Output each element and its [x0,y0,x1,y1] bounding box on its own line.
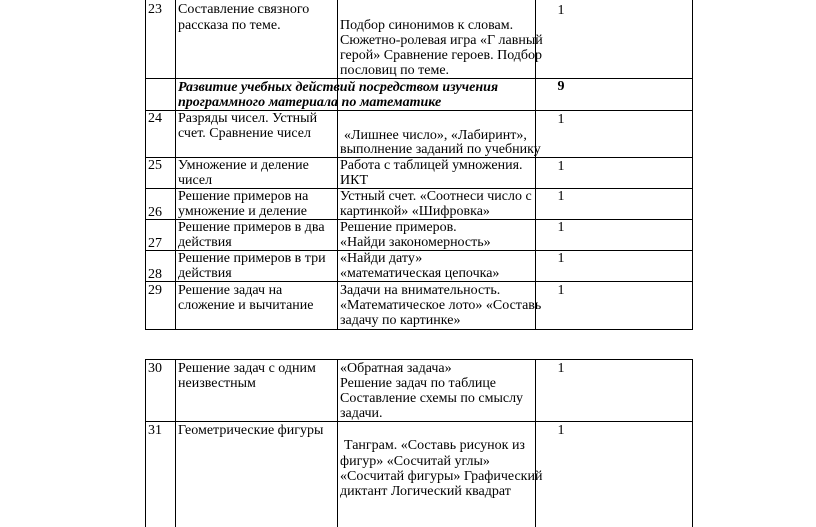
table-row [145,250,693,281]
activity-line: картинкой» «Шифровка» [340,204,490,219]
row-number: 25 [148,158,162,173]
hours-value: 1 [557,3,565,18]
table-row [145,421,693,527]
topic-line: Решение примеров в три [178,251,326,266]
activity-line: задачи. [340,406,383,421]
table-row [145,188,693,219]
row-number: 24 [148,111,162,126]
topic-line: Умножение и деление [178,158,309,173]
lesson-table-2 [145,359,693,527]
section-heading-line: Развитие учебных действий посредством изучения [178,80,499,95]
activity-line: диктант Логический квадрат [340,484,511,499]
hours-value: 1 [557,361,565,376]
activity-line: «Сосчитай фигуры» Графический [340,469,543,484]
topic-line: чисел [178,173,213,188]
topic-line: Решение задач на [178,283,283,298]
topic-line: Разряды чисел. Устный [178,111,318,126]
activity-line: фигур» «Сосчитай углы» [340,454,490,469]
activity-line: Составление схемы по смыслу [340,391,524,406]
table-row [145,110,693,157]
activity-line: «Обратная задача» [340,361,452,376]
activity-line: «математическая цепочка» [340,266,500,281]
activity-line: Сюжетно-ролевая игра «Г лавный [340,33,543,48]
hours-value: 9 [557,79,565,94]
topic-line: Геометрические фигуры [178,423,324,438]
topic-line: Решение примеров в два [178,220,325,235]
topic-line: сложение и вычитание [178,298,314,313]
activity-line: Работа с таблицей умножения. [340,158,523,173]
activity-line: выполнение заданий по учебнику [340,142,541,157]
activity-line: задачу по картинке» [340,313,461,328]
table-row [145,281,693,329]
activity-line: Подбор синонимов к словам. [340,18,514,33]
activity-line: Танграм. «Составь рисунок из [344,438,525,453]
section-heading-row [145,78,693,110]
activity-line: Задачи на внимательность. [340,283,501,298]
activity-line: герой» Сравнение героев. Подбор [340,48,543,63]
lesson-table-1 [145,0,693,330]
topic-line: неизвестным [178,376,256,391]
activity-line: Решение примеров. [340,220,457,235]
row-number: 23 [148,2,162,17]
table-row [145,219,693,250]
topic-line: рассказа по теме. [178,18,281,33]
topic-line: умножение и деление [178,204,307,219]
hours-value: 1 [557,251,565,266]
hours-value: 1 [557,159,565,174]
row-number: 28 [148,267,162,282]
row-number: 29 [148,283,162,298]
activity-line: Устный счет. «Соотнеси число с [340,189,532,204]
topic-line: действия [178,235,232,250]
section-heading-line: программного материала по математике [178,95,442,110]
topic-line: счет. Сравнение чисел [178,126,311,141]
activity-line: Решение задач по таблице [340,376,497,391]
hours-value: 1 [557,423,565,438]
activity-line: пословиц по теме. [340,63,450,78]
activity-line: «Лишнее число», «Лабиринт», [344,128,527,143]
hours-value: 1 [557,112,565,127]
activity-line: «Математическое лото» «Составь [340,298,542,313]
table-row [145,0,693,78]
activity-line: ИКТ [340,173,368,188]
row-number: 27 [148,236,162,251]
table-row [145,157,693,188]
topic-line: Составление связного [178,2,310,17]
row-number: 31 [148,423,162,438]
activity-line: «Найди закономерность» [340,235,491,250]
topic-line: Решение примеров на [178,189,309,204]
row-number: 26 [148,205,162,220]
table-row [145,359,693,421]
row-number: 30 [148,361,162,376]
hours-value: 1 [557,189,565,204]
activity-line: «Найди дату» [340,251,423,266]
hours-value: 1 [557,283,565,298]
topic-line: действия [178,266,232,281]
hours-value: 1 [557,220,565,235]
topic-line: Решение задач с одним [178,361,316,376]
